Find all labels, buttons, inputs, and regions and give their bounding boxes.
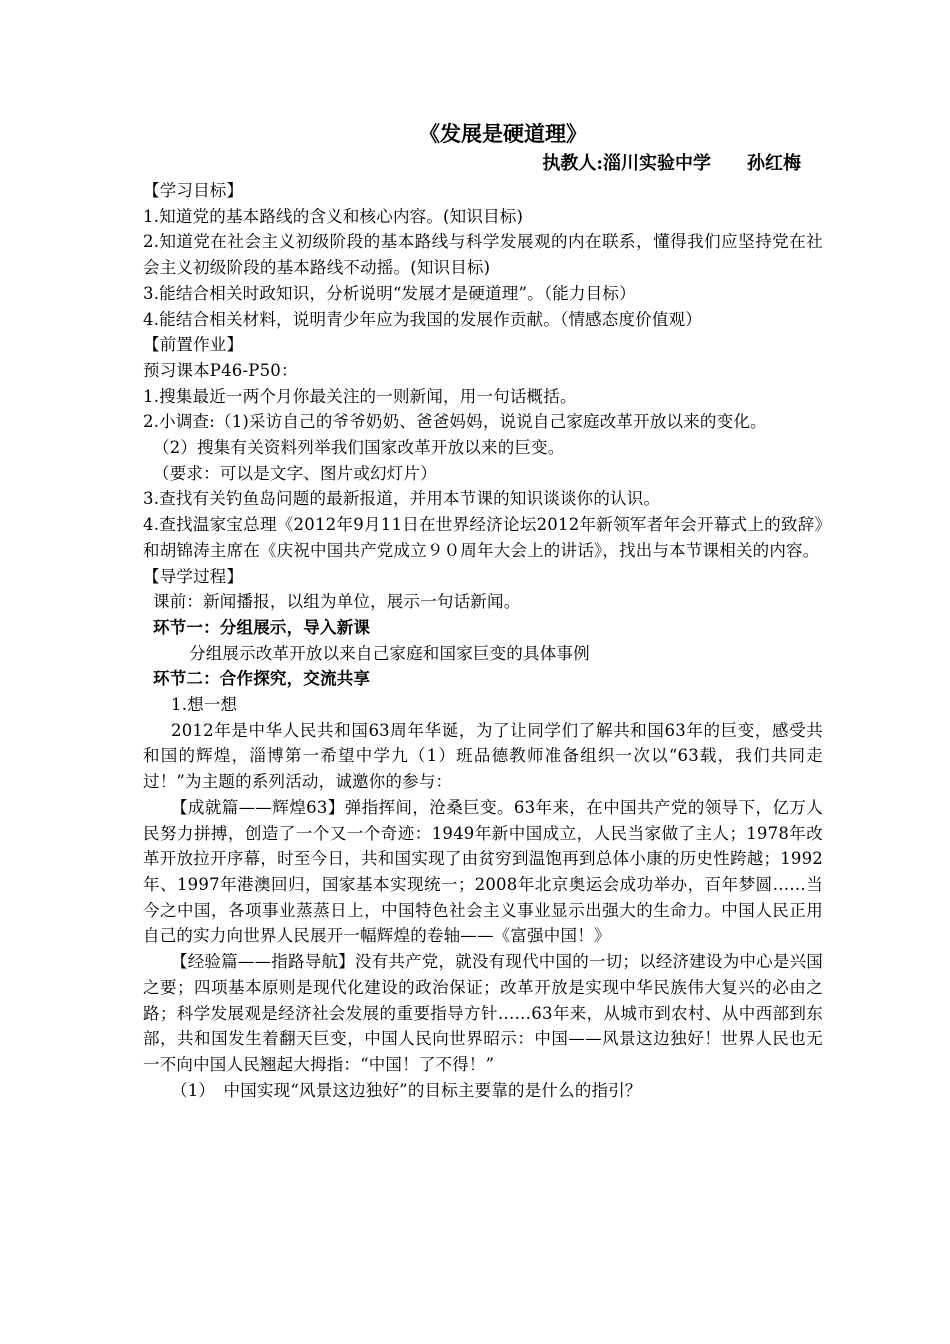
think-heading: 1.想一想	[171, 695, 238, 715]
prework-item: 1.搜集最近一两个月你最关注的一则新闻，用一句话概括。	[143, 386, 577, 406]
step2-title: 环节二：合作探究，交流共享	[153, 669, 371, 689]
pre-class-text: 课前：新闻播报，以组为单位，展示一句话新闻。	[153, 592, 521, 612]
prework-subitem: （2）搜集有关资料列举我们国家改革开放以来的巨变。	[153, 438, 565, 458]
step1-title: 环节一：分组展示，导入新课	[153, 617, 371, 637]
prework-intro: 预习课本P46-P50：	[143, 360, 298, 380]
question-item: （1） 中国实现“风景这边独好”的目标主要靠的是什么的指引？	[171, 1080, 642, 1100]
goal-item: 1.知道党的基本路线的含义和核心内容。(知识目标)	[143, 206, 524, 226]
section-header-process: 【导学过程】	[143, 566, 244, 586]
section-header-goals: 【学习目标】	[143, 181, 244, 200]
goal-item: 3.能结合相关时政知识，分析说明“发展才是硬道理”。（能力目标）	[143, 283, 636, 303]
prework-item: 2.小调查:（1)采访自己的爷爷奶奶、爸爸妈妈，说说自己家庭改革开放以来的变化。	[143, 412, 767, 432]
prework-note: （要求：可以是文字、图片或幻灯片）	[153, 463, 437, 483]
goal-item: 4.能结合相关材料，说明青少年应为我国的发展作贡献。（情感态度价值观）	[143, 309, 702, 329]
document-body	[143, 118, 823, 1103]
prework-item: 4.查找温家宝总理《2012年9月11日在世界经济论坛2012年新领军者年会开幕式上的致辞》和胡锦涛主席在《庆祝中国共产党成立９０周年大会上的讲话》，找出与本节课相关的内容。	[143, 515, 823, 560]
document-title: 《发展是硬道理》	[419, 121, 587, 146]
paragraph: 2012年是中华人民共和国63周年华诞，为了让同学们了解共和国63年的巨变，感受共和国的辉煌，淄博第一希望中学九（1）班品德教师准备组织一次以“63载，我们共同走过！”为主题的系列活动，诚邀你的参与：	[143, 720, 823, 792]
paragraph: 【经验篇——指路导航】没有共产党，就没有现代中国的一切；以经济建设为中心是兴国之要；四项基本原则是现代化建设的政治保证；改革开放是实现中华民族伟大复兴的必由之路；科学发展观是经济社会发展的重要指导方针……63年来，从城市到农村、从中西部到东部，共和国发生着翻天巨变，中国人民向世界昭示：中国——风景这边独好！世界人民也无一不向中国人民翘起大拇指：“中国！了不得！”	[143, 952, 823, 1074]
author-line: 执教人:淄川实验中学 孙红梅	[542, 153, 801, 174]
prework-item: 3.查找有关钓鱼岛问题的最新报道，并用本节课的知识谈谈你的认识。	[143, 489, 661, 509]
paragraph: 【成就篇——辉煌63】弹指挥间，沧桑巨变。63年来，在中国共产党的领导下，亿万人民努力拼搏，创造了一个又一个奇迹：1949年新中国成立，人民当家做了主人；1978年改革开放拉开序幕，时至今日，共和国实现了由贫穷到温饱再到总体小康的历史性跨越；1992年、1997年港澳回归，国家基本实现统一；2008年北京奥运会成功举办，百年梦圆……当今之中国，各项事业蒸蒸日上，中国特色社会主义事业显示出强大的生命力。中国人民正用自己的实力向世界人民展开一幅辉煌的卷轴——《富强中国！》	[143, 797, 823, 946]
step1-text: 分组展示改革开放以来自己家庭和国家巨变的具体事例	[189, 643, 590, 663]
goal-item: 2.知道党在社会主义初级阶段的基本路线与科学发展观的内在联系，懂得我们应坚持党在社会主义初级阶段的基本路线不动摇。(知识目标)	[143, 232, 823, 278]
section-header-prework: 【前置作业】	[143, 335, 244, 355]
